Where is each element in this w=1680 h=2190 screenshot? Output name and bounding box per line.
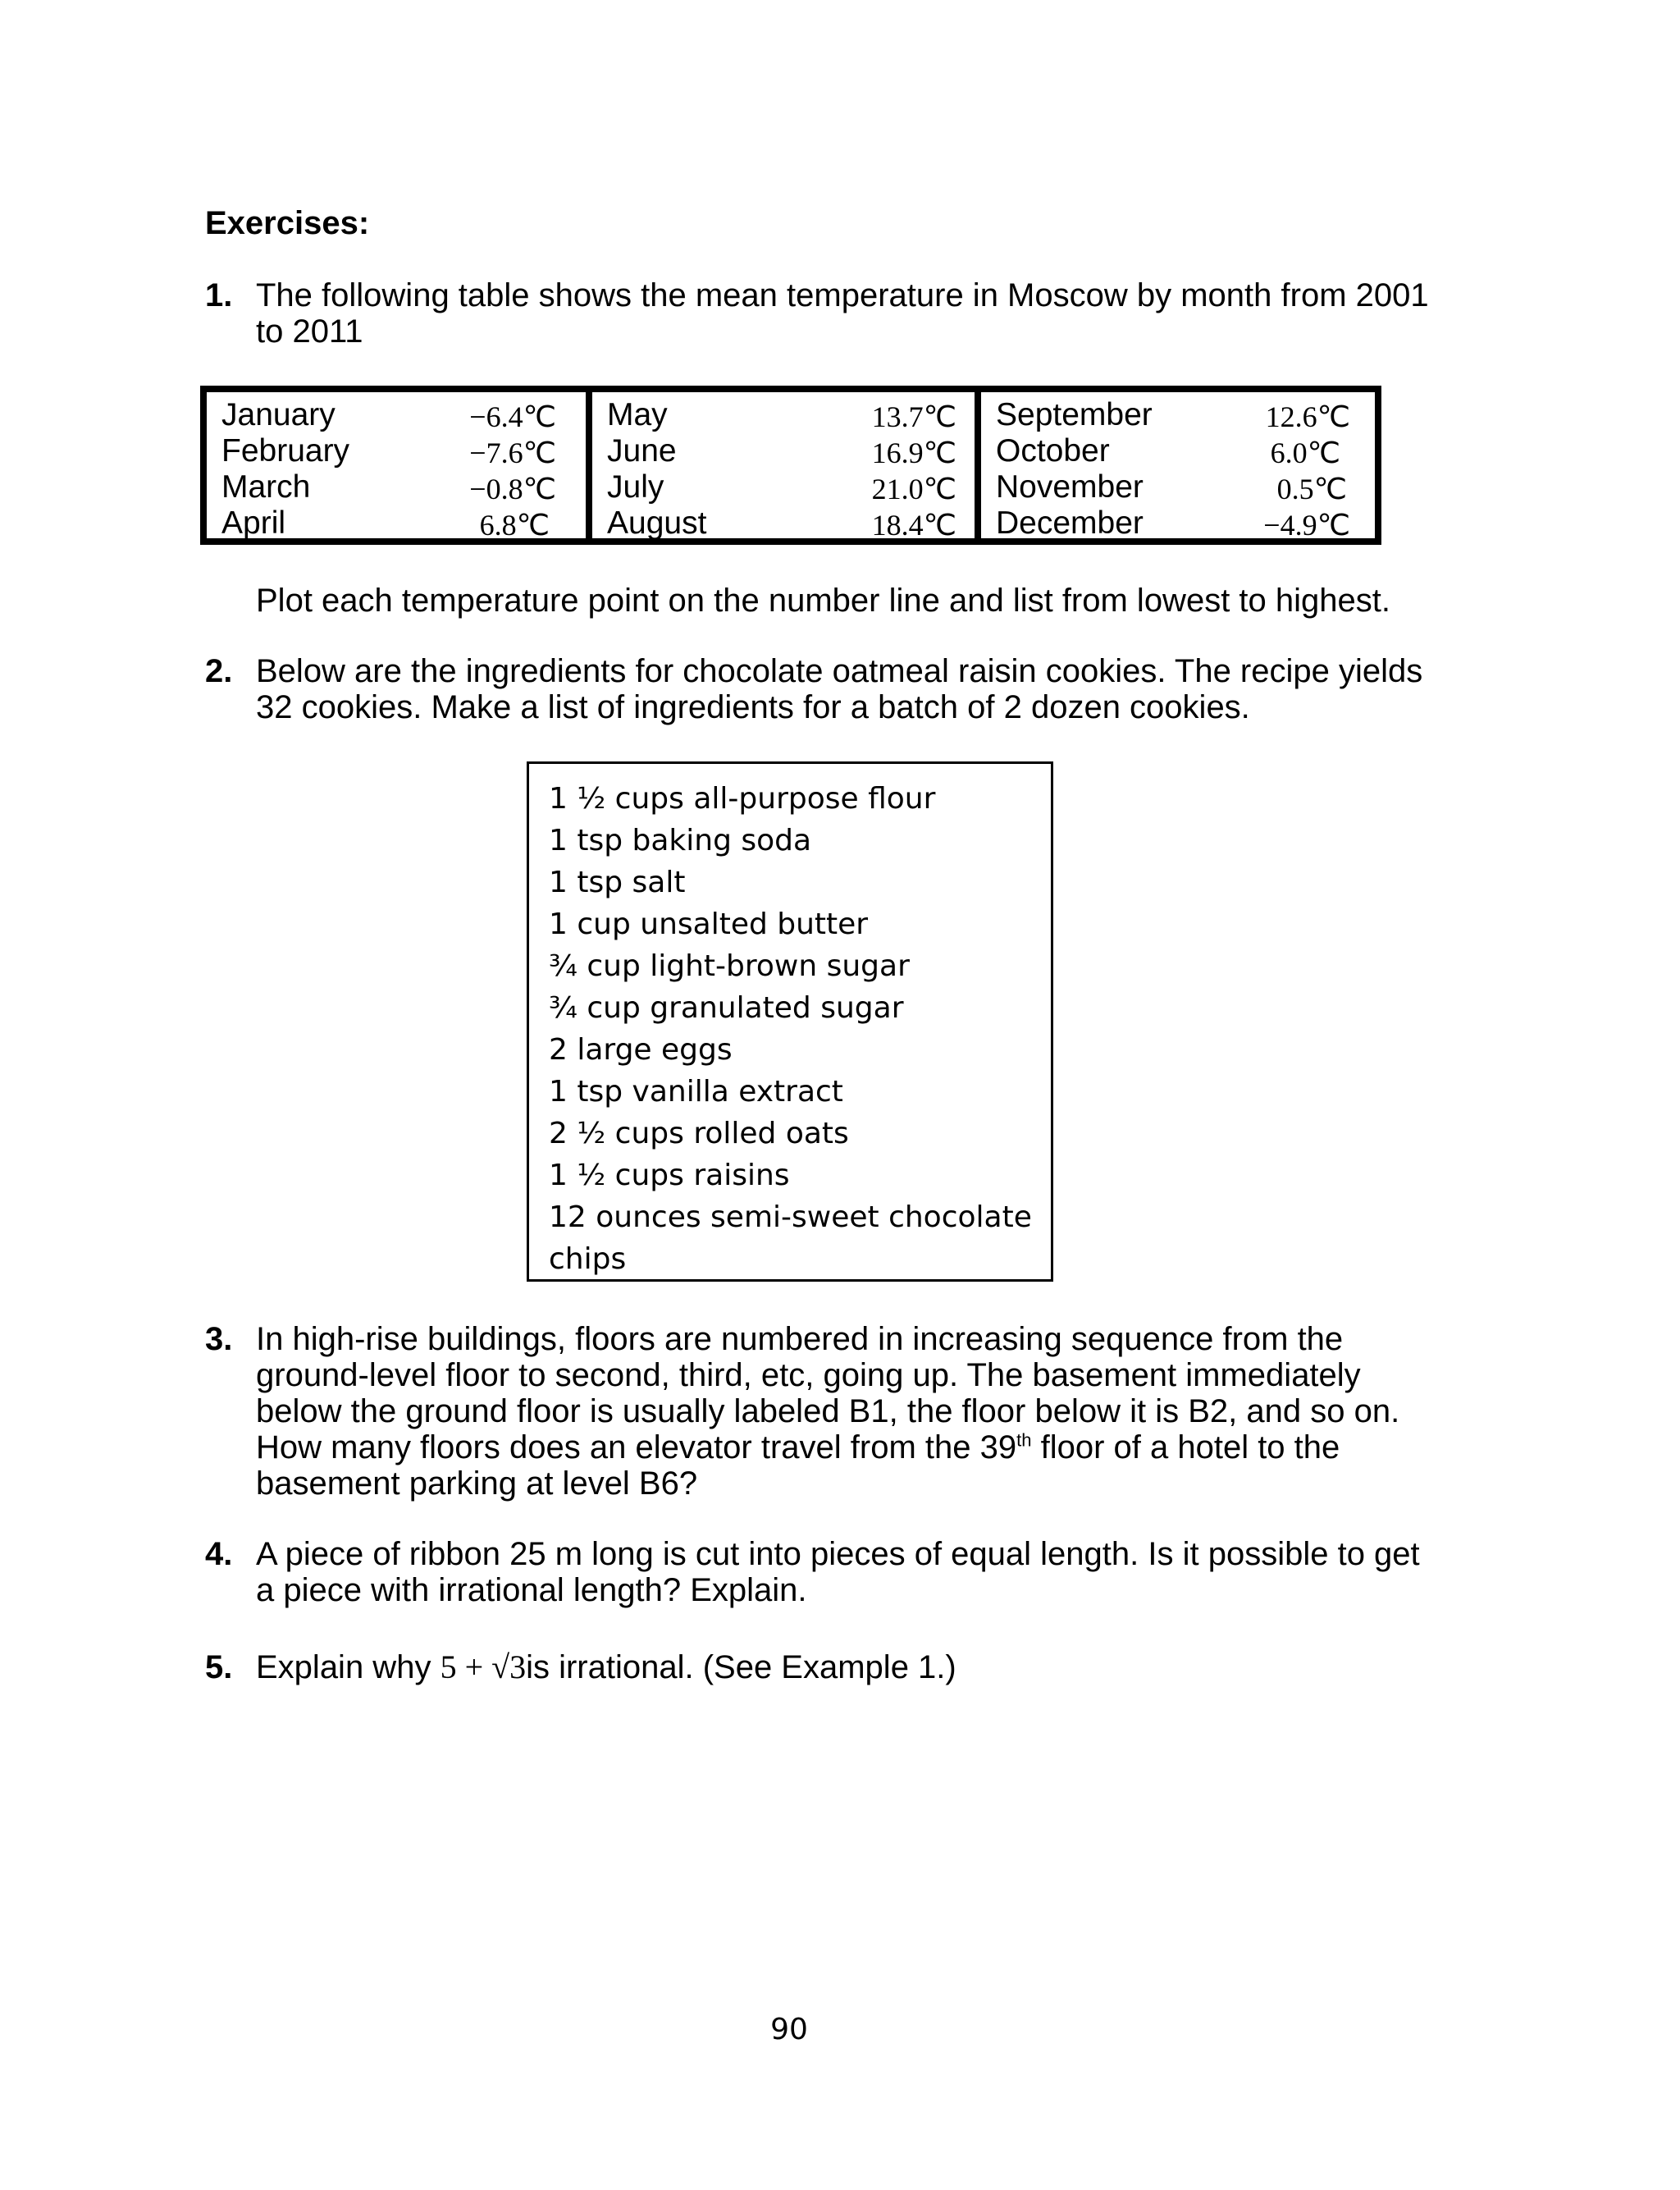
exercise-5-line xyxy=(256,1649,956,1685)
ingredient-item: 1 tsp salt xyxy=(549,866,686,899)
ingredient-item: 2 ½ cups rolled oats xyxy=(549,1117,849,1150)
exercise-5-number: 5. xyxy=(205,1649,233,1685)
month-label: March xyxy=(221,469,311,505)
month-label: February xyxy=(221,433,350,469)
temperature-value: −6.4℃ xyxy=(469,400,556,433)
exercise-3-line-2: ground-level floor to second, third, etc, going up. The basement immediately xyxy=(256,1357,1361,1393)
ordinal-suffix: th xyxy=(1016,1429,1032,1451)
exercise-5-text-end: is irrational. (See Example 1.) xyxy=(526,1649,956,1685)
temperature-value: 12.6℃ xyxy=(1265,400,1350,433)
exercise-1-instruction: Plot each temperature point on the number line and list from lowest to highest. xyxy=(256,583,1390,619)
ingredient-item: 2 large eggs xyxy=(549,1033,733,1067)
exercise-1-number: 1. xyxy=(205,277,233,313)
table-row xyxy=(592,505,981,542)
exercise-3-line-4-end: floor of a hotel to the xyxy=(1031,1429,1340,1465)
ingredient-item: ¾ cup granulated sugar xyxy=(549,991,904,1025)
exercise-2-line-1: Below are the ingredients for chocolate oatmeal raisin cookies. The recipe yields xyxy=(256,653,1423,689)
table-column-sep-dec xyxy=(975,392,1375,542)
month-label: July xyxy=(607,469,664,505)
exercise-1-line-2: to 2011 xyxy=(256,313,363,350)
table-row xyxy=(592,469,981,505)
exercise-3-line-1: In high-rise buildings, floors are numbered in increasing sequence from the xyxy=(256,1321,1344,1357)
exercise-3-number: 3. xyxy=(205,1321,233,1357)
temperature-value: 16.9℃ xyxy=(871,437,956,469)
temperature-table xyxy=(200,386,1381,545)
table-row xyxy=(981,469,1375,505)
temperature-value: 21.0℃ xyxy=(871,473,956,505)
table-row xyxy=(207,505,586,542)
table-row xyxy=(592,433,981,469)
ingredient-item: 12 ounces semi-sweet chocolate xyxy=(549,1200,1032,1234)
math-expression: 5 + √3 xyxy=(440,1648,527,1685)
month-label: September xyxy=(996,397,1153,432)
month-label: June xyxy=(607,433,677,469)
table-column-may-aug xyxy=(586,392,981,542)
table-row xyxy=(207,433,586,469)
ingredient-item: 1 cup unsalted butter xyxy=(549,908,869,941)
table-row xyxy=(207,469,586,505)
exercise-1-line-1: The following table shows the mean temperature in Moscow by month from 2001 xyxy=(256,277,1429,313)
month-label: November xyxy=(996,469,1144,505)
temperature-value: 6.8℃ xyxy=(479,509,550,542)
exercise-4-line-2: a piece with irrational length? Explain. xyxy=(256,1572,807,1608)
month-label: December xyxy=(996,505,1144,541)
table-column-jan-apr xyxy=(207,392,586,542)
exercise-2-number: 2. xyxy=(205,653,233,689)
temperature-value: −7.6℃ xyxy=(469,437,556,469)
exercise-5-text-start: Explain why xyxy=(256,1649,441,1685)
exercise-3-line-5: basement parking at level B6? xyxy=(256,1465,698,1502)
exercises-heading: Exercises: xyxy=(205,205,370,241)
table-row xyxy=(981,397,1375,433)
temperature-value: −0.8℃ xyxy=(469,473,556,505)
month-label: April xyxy=(221,505,286,541)
exercise-4-line-1: A piece of ribbon 25 m long is cut into pieces of equal length. Is it possible to get xyxy=(256,1536,1420,1572)
temperature-value: 18.4℃ xyxy=(871,509,956,542)
exercise-4-number: 4. xyxy=(205,1536,233,1572)
recipe-ingredients-box xyxy=(527,761,1053,1282)
month-label: January xyxy=(221,397,336,432)
ingredient-item: chips xyxy=(549,1242,627,1276)
ingredient-item: ¾ cup light-brown sugar xyxy=(549,949,910,983)
ingredient-item: 1 ½ cups raisins xyxy=(549,1159,790,1192)
page-number: 90 xyxy=(770,2013,808,2046)
table-row xyxy=(592,397,981,433)
ingredient-item: 1 tsp vanilla extract xyxy=(549,1075,843,1109)
ingredient-item: 1 tsp baking soda xyxy=(549,824,812,857)
table-row xyxy=(981,505,1375,542)
exercise-3-line-3: below the ground floor is usually labeled B1, the floor below it is B2, and so on. xyxy=(256,1393,1400,1429)
exercise-2-line-2: 32 cookies. Make a list of ingredients for a batch of 2 dozen cookies. xyxy=(256,689,1250,725)
temperature-value: 13.7℃ xyxy=(871,400,956,433)
month-label: October xyxy=(996,433,1110,469)
month-label: August xyxy=(607,505,707,541)
temperature-value: 6.0℃ xyxy=(1270,437,1340,469)
exercise-3-line-4 xyxy=(256,1429,1340,1465)
exercise-3-line-4-start: How many floors does an elevator travel from the 39 xyxy=(256,1429,1017,1465)
temperature-value: 0.5℃ xyxy=(1276,473,1347,505)
ingredient-item: 1 ½ cups all-purpose flour xyxy=(549,782,936,816)
month-label: May xyxy=(607,397,668,432)
temperature-value: −4.9℃ xyxy=(1263,509,1350,542)
table-row xyxy=(981,433,1375,469)
table-row xyxy=(207,397,586,433)
